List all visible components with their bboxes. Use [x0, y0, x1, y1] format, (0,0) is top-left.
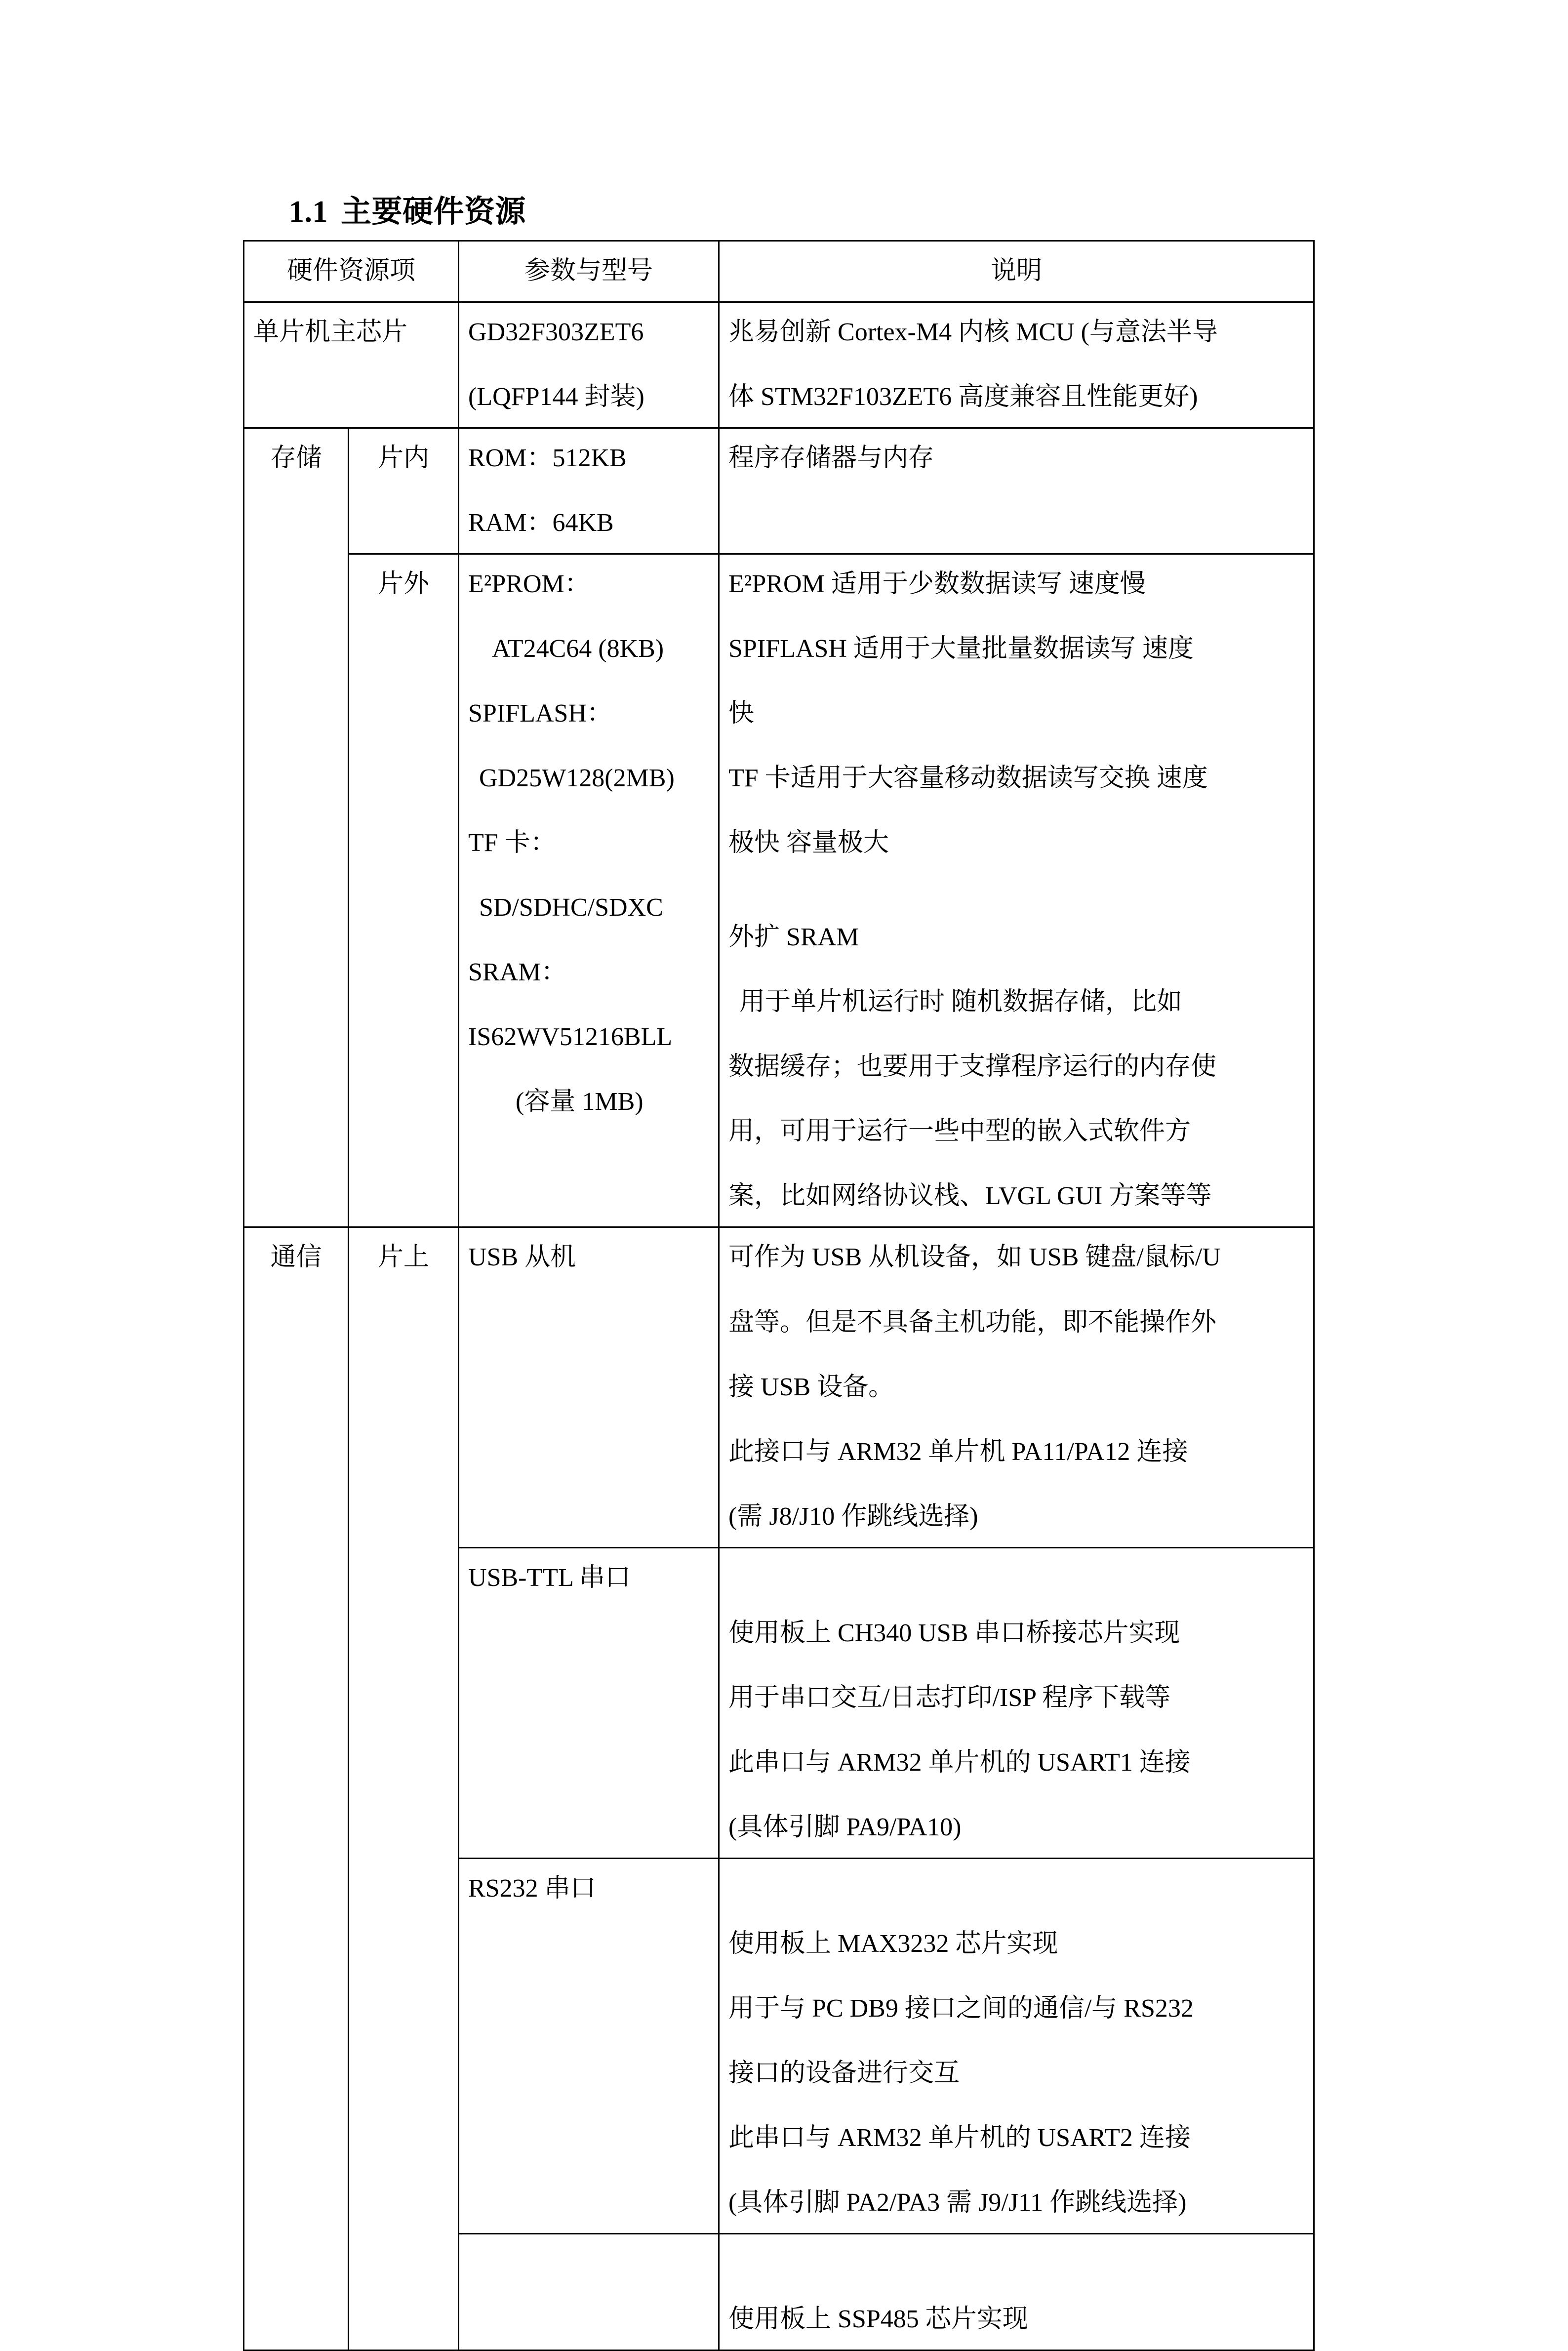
onchip-desc-line-1: 程序存储器与内存 [728, 444, 934, 473]
header-cell-param [459, 241, 719, 302]
spacer [728, 1471, 1304, 1497]
usb-slave-desc-line-1: 可作为 USB 从机设备，如 USB 键盘/鼠标/U [728, 1243, 1221, 1272]
usb-slave-desc-line-4: 此接口与 ARM32 单片机 PA11/PA12 连接 [728, 1437, 1188, 1466]
usb-ttl-desc-line-2: 用于串口交互/日志打印/ISP 程序下载等 [728, 1683, 1171, 1712]
onchip-param-line-2: RAM：64KB [468, 509, 614, 537]
cell-offchip-param [459, 554, 719, 1227]
offchip-param-line-3: SPIFLASH： [468, 699, 612, 728]
offchip-param-line-9: (容量 1MB) [516, 1088, 643, 1116]
cell-rs485-desc [719, 2233, 1314, 2350]
offchip-param-line-4: GD25W128(2MB) [479, 764, 675, 793]
spacer [728, 1963, 1304, 1989]
spacer [468, 992, 709, 1017]
spacer [728, 604, 1304, 629]
spacer [468, 798, 709, 823]
spacer [728, 1782, 1304, 1808]
cell-rs485-param [459, 2233, 719, 2350]
cell-offchip-label [349, 554, 459, 1227]
header-label-param: 参数与型号 [524, 257, 653, 285]
onchip-sub-label: 片内 [378, 444, 430, 473]
cell-onchip-label [349, 428, 459, 554]
cell-usb-ttl-desc [719, 1547, 1314, 1858]
spacer [728, 1653, 1304, 1678]
usb-ttl-desc-line-1: 使用板上 CH340 USB 串口桥接芯片实现 [728, 1619, 1180, 1647]
spacer [468, 1056, 709, 1082]
offchip-param-line-7: SRAM： [468, 958, 567, 987]
table-row-comm-usb-slave [244, 1227, 1314, 1547]
offchip-desc-line-2: SPIFLASH 适用于大量批量数据读写 速度 [728, 635, 1194, 663]
offchip-param-line-8: IS62WV51216BLL [468, 1023, 673, 1052]
offchip-desc-line-9: 用，可用于运行一些中型的嵌入式软件方 [728, 1117, 1191, 1146]
spacer [468, 668, 709, 694]
offchip-desc-line-7: 用于单片机运行时 随机数据存储，比如 [739, 988, 1183, 1016]
rs232-param-label: RS232 串口 [468, 1874, 596, 1903]
spacer [728, 733, 1304, 759]
offchip-param-line-1: E²PROM： [468, 570, 590, 599]
onchip-param-line-1: ROM：512KB [468, 444, 627, 473]
cell-usb-ttl-param [459, 1547, 719, 1858]
header-label-desc: 说明 [991, 257, 1043, 285]
spacer [468, 927, 709, 953]
spacer [468, 478, 709, 503]
offchip-desc-line-10: 案，比如网络协议栈、LVGL GUI 方案等等 [728, 1182, 1212, 1211]
comm-group-label: 通信 [270, 1243, 322, 1272]
storage-group-label: 存储 [270, 444, 322, 473]
spacer [728, 1342, 1304, 1368]
mcu-resource-label: 单片机主芯片 [253, 318, 408, 347]
spacer [728, 1151, 1304, 1176]
onboard-sub-label: 片上 [378, 1243, 430, 1272]
offchip-param-line-5: TF 卡： [468, 829, 556, 857]
spacer [728, 1869, 1304, 1924]
rs485-desc-line-1: 使用板上 SSP485 芯片实现 [728, 2305, 1028, 2333]
spacer [728, 2244, 1304, 2300]
page-title [289, 187, 526, 231]
rs232-desc-line-3: 接口的设备进行交互 [728, 2059, 960, 2087]
spacer [728, 1717, 1304, 1743]
spacer [728, 668, 1304, 694]
offchip-param-line-6: SD/SDHC/SDXC [479, 893, 663, 922]
heading-text: 主要硬件资源 [341, 195, 526, 229]
table-row-storage-onchip [244, 428, 1314, 554]
cell-onchip-param [459, 428, 719, 554]
spacer [728, 1277, 1304, 1303]
heading-number: 1.1 [289, 195, 328, 229]
cell-rs232-desc [719, 1858, 1314, 2233]
rs485-param-label [459, 2234, 718, 2294]
cell-usb-slave-param [459, 1227, 719, 1547]
spacer [728, 1558, 1304, 1614]
rs232-desc-line-2: 用于与 PC DB9 接口之间的通信/与 RS232 [728, 1994, 1194, 2023]
cell-onboard-label [349, 1227, 459, 2350]
offchip-desc-line-8: 数据缓存；也要用于支撑程序运行的内存使 [728, 1053, 1217, 1081]
cell-offchip-desc [719, 554, 1314, 1227]
offchip-desc-line-6: 外扩 SRAM [728, 923, 859, 952]
hardware-resource-table [243, 240, 1315, 2351]
mcu-desc-line-2: 体 STM32F103ZET6 高度兼容且性能更好) [728, 383, 1198, 411]
table-row-storage-offchip [244, 554, 1314, 1227]
spacer [468, 733, 709, 759]
offchip-desc-line-1: E²PROM 适用于少数数据读写 速度慢 [728, 570, 1146, 599]
spacer [728, 352, 1304, 377]
spacer [728, 2093, 1304, 2118]
usb-ttl-desc-line-3: 此串口与 ARM32 单片机的 USART1 连接 [728, 1748, 1191, 1777]
spacer [728, 798, 1304, 823]
mcu-param-line-2: (LQFP144 封装) [468, 383, 644, 411]
spacer [468, 604, 709, 629]
offchip-desc-line-5: 极快 容量极大 [728, 829, 889, 857]
usb-slave-desc-line-3: 接 USB 设备。 [728, 1373, 894, 1401]
spacer [728, 2028, 1304, 2054]
cell-mcu-param [459, 302, 719, 428]
rs232-desc-line-1: 使用板上 MAX3232 芯片实现 [728, 1929, 1058, 1958]
spacer [468, 862, 709, 888]
mcu-desc-line-1: 兆易创新 Cortex-M4 内核 MCU (与意法半导 [728, 318, 1218, 347]
offchip-sub-label: 片外 [378, 570, 430, 599]
header-cell-resource [244, 241, 459, 302]
usb-ttl-desc-line-4: (具体引脚 PA9/PA10) [728, 1813, 962, 1841]
cell-mcu-desc [719, 302, 1314, 428]
table-header-row [244, 241, 1314, 302]
table-row-mcu [244, 302, 1314, 428]
offchip-desc-line-3: 快 [728, 699, 755, 728]
rs232-desc-line-4: 此串口与 ARM32 单片机的 USART2 连接 [728, 2123, 1191, 2152]
cell-storage-group-label [244, 428, 349, 1227]
spacer [728, 1021, 1304, 1047]
cell-mcu-resource [244, 302, 459, 428]
spacer [728, 862, 1304, 918]
spacer [728, 957, 1304, 982]
offchip-param-line-2: AT24C64 (8KB) [492, 635, 664, 663]
mcu-param-line-1: GD32F303ZET6 [468, 318, 644, 347]
header-cell-desc [719, 241, 1314, 302]
usb-ttl-param-label: USB-TTL 串口 [468, 1563, 631, 1592]
cell-usb-slave-desc [719, 1227, 1314, 1547]
spacer [468, 352, 709, 377]
spacer [728, 2157, 1304, 2183]
header-label-resource: 硬件资源项 [287, 257, 416, 285]
rs232-desc-line-5: (具体引脚 PA2/PA3 需 J9/J11 作跳线选择) [728, 2188, 1187, 2217]
spacer [728, 1407, 1304, 1432]
offchip-desc-line-4: TF 卡适用于大容量移动数据读写交换 速度 [728, 764, 1208, 793]
usb-slave-param-label: USB 从机 [468, 1243, 576, 1272]
cell-comm-group-label [244, 1227, 349, 2350]
cell-rs232-param [459, 1858, 719, 2233]
spacer [728, 1086, 1304, 1112]
usb-slave-desc-line-2: 盘等。但是不具备主机功能，即不能操作外 [728, 1308, 1217, 1337]
usb-slave-desc-line-5: (需 J8/J10 作跳线选择) [728, 1502, 978, 1531]
cell-onchip-desc [719, 428, 1314, 554]
